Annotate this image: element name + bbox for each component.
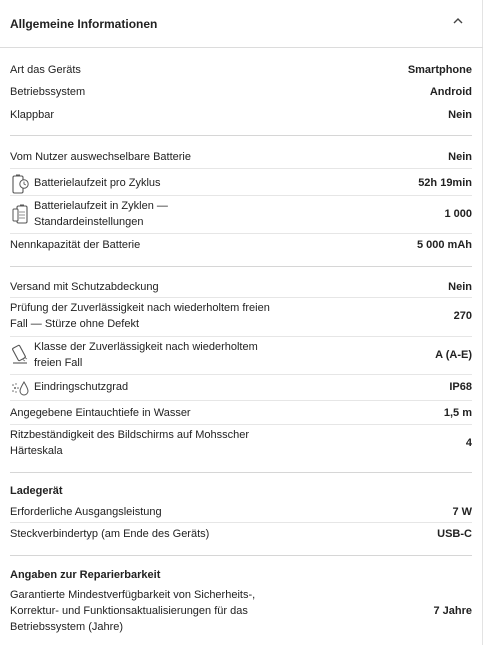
spec-label: Erforderliche Ausgangsleistung	[10, 506, 162, 518]
spec-value: Nein	[448, 109, 472, 121]
battery-clock-icon	[10, 173, 30, 195]
spec-value: Nein	[448, 281, 472, 293]
row-divider	[10, 400, 472, 401]
spec-label: Ritzbeständigkeit des Bildschirms auf Mohsscher Härteskala	[10, 429, 250, 457]
spec-label: Eindringschutzgrad	[34, 381, 129, 393]
spec-value: 1 000	[444, 208, 472, 220]
row-divider	[10, 297, 472, 298]
spec-value: Smartphone	[407, 64, 472, 76]
spec-value: 1,5 m	[443, 407, 472, 419]
spec-value: IP68	[449, 381, 472, 393]
spec-label: Betriebssystem	[10, 86, 86, 98]
section-divider	[10, 135, 472, 136]
section-divider	[10, 555, 472, 556]
section-title: Allgemeine Informationen	[10, 17, 158, 31]
row-divider	[10, 233, 472, 234]
row-divider	[10, 195, 472, 196]
spec-row-battery-per-cycle	[10, 173, 472, 195]
row-divider	[10, 522, 472, 523]
section-header[interactable]	[0, 0, 483, 48]
row-divider	[10, 374, 472, 375]
spec-value: Nein	[448, 151, 472, 163]
repair-section-title: Angaben zur Reparierbarkeit	[10, 569, 161, 581]
row-divider	[10, 168, 472, 169]
charger-section-title: Ladegerät	[10, 485, 63, 497]
row-divider	[10, 424, 472, 425]
spec-row-scratch-resistance	[10, 427, 472, 459]
spec-value: 270	[453, 310, 472, 322]
spec-label: Klappbar	[10, 109, 55, 121]
spec-label: Angegebene Eintauchtiefe in Wasser	[10, 407, 191, 419]
falling-phone-icon	[10, 344, 30, 366]
spec-label: Prüfung der Zuverlässigkeit nach wiederholtem freien Fall — Stürze ohne Defekt	[10, 302, 270, 330]
spec-value: USB-C	[437, 528, 472, 540]
spec-value: Android	[429, 86, 472, 98]
spec-label: Garantierte Mindestverfügbarkeit von Sicherheits-, Korrektur- und Funktionsaktualisierungen für das Betriebssystem (Jahre)	[10, 589, 256, 633]
section-divider	[10, 472, 472, 473]
section-divider	[10, 266, 472, 267]
spec-label: Art das Geräts	[10, 64, 81, 76]
spec-value: A (A-E)	[435, 349, 472, 361]
spec-row-battery-cycles	[10, 198, 472, 230]
spec-row-drop-class	[10, 339, 472, 371]
chevron-up-icon[interactable]	[451, 14, 465, 28]
spec-value: 7 W	[452, 506, 472, 518]
spec-label: Vom Nutzer auswechselbare Batterie	[10, 151, 191, 163]
spec-label: Steckverbindertyp (am Ende des Geräts)	[10, 528, 210, 540]
spec-row-ingress-protection	[10, 379, 472, 397]
spec-value: 52h 19min	[418, 177, 472, 189]
spec-label: Batterielaufzeit pro Zyklus	[34, 177, 161, 189]
spec-value: 7 Jahre	[433, 605, 472, 617]
spec-label: Klasse der Zuverlässigkeit nach wiederholtem freien Fall	[34, 341, 258, 369]
spec-label: Batterielaufzeit in Zyklen — Standardeinstellungen	[34, 200, 168, 228]
battery-cycles-icon	[10, 203, 30, 225]
spec-value: 4	[465, 437, 472, 449]
dust-water-icon	[10, 377, 30, 399]
row-divider	[10, 336, 472, 337]
spec-label: Nennkapazität der Batterie	[10, 239, 141, 251]
spec-value: 5 000 mAh	[416, 239, 472, 251]
spec-row-drop-test	[10, 300, 472, 332]
spec-row-update-availability	[10, 587, 472, 635]
spec-label: Versand mit Schutzabdeckung	[10, 281, 159, 293]
